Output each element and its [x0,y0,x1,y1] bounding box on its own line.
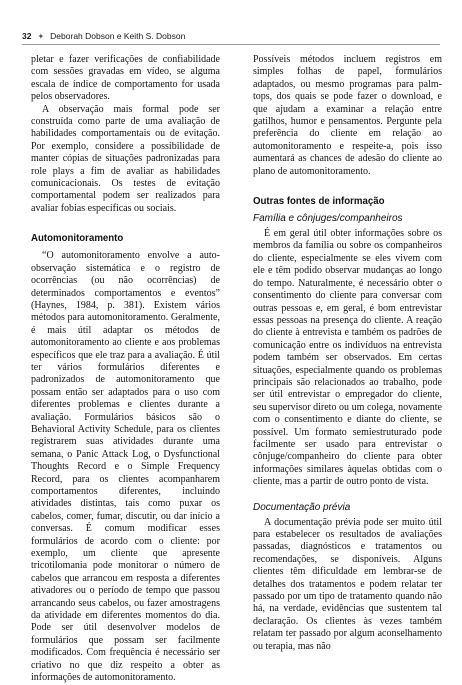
diamond-separator-icon: ✦ [37,31,45,41]
section-heading-automonitoramento: Automonitoramento [31,232,124,245]
subheading-familia: Família e cônjuges/companheiros [253,213,403,225]
left-paragraph-2: A observação mais formal pode ser construída como parte de uma avaliação de habilidades comportamentais ou de evitação. Por exemplo, considere a possibilidade de manter cópias de situações padronizadas para role plays a fim de avaliar as habilidades comunicacionais. Os testes de evitação comportamental podem ser realizados para avaliar fobias específicas ou sociais. [31,103,220,214]
left-paragraph-3: “O automonitoramento envolve a auto-observação sistemática e o registro de ocorrências (ou não ocorrências) de determinados comportamentos e eventos” (Haynes, 1984, p. 381). Existem vários métodos para automonitoramento. Geralmente, é mais útil adaptar os métodos de automonitoramento ao cliente e aos problemas específicos que ele traz para a avaliação. É útil ter vários formulários diferentes e padronizados de automonitoramento que possam então ser adaptados para o uso com diferentes problemas e clientes durante a avaliação. Formulários básicos são o Behavioral Activity Schedule, para os clientes registrarem suas atividades durante uma semana, o Panic Attack Log, o Dysfunctional Thoughts Record e o Simple Frequency Record, para os clientes acompanharem comportamentos diferentes, incluindo atividades distintas, tais como puxar os cabelos, comer, fumar, discutir, ou dar início a conversas. É comum modificar esses formulários de acordo com o cliente: por exemplo, um cliente que apresente tricotilomania pode monitorar o número de cabelos que arrancou em resposta a diferentes ativadores ou o período de tempo que passou arrancando seus cabelos, ou fazer amostragens da atividade em diferentes momentos do dia. Pode ser útil desenvolver modelos de formulários que possam ser facilmente modificados. Com frequência é necessário ser criativo no que diz respeito a obter as informações de automonitoramento. [31,250,220,684]
page-number: 32 [22,31,32,41]
right-column [253,54,442,653]
right-paragraph-3: A documentação prévia pode ser muito útil para estabelecer os resultados de avaliações passadas, diagnósticos e tratamentos ou recomendações, se disponíveis. Alguns clientes têm dificuldade em lembrar-se de detalhes dos tratamentos e podem relatar ter passado por um tipo de tratamento quando não há, na verdade, evidências que sustentem tal declaração. Os clientes às vezes também relatam ter passado por algum aconselhamento ou terapia, mas não [253,516,442,652]
subheading-documentacao: Documentação prévia [253,501,351,513]
right-paragraph-2: É em geral útil obter informações sobre os membros da família ou sobre os companheiros do cliente, especialmente se eles vivem com ele e têm podido observar mudanças ao longo do tempo. Naturalmente, é necessário obter o consentimento do cliente para conversar com outras pessoas e, em geral, é bom entrevistar essas pessoas na presença do cliente. A reação do cliente à entrevista e também os padrões de comunicação entre os indivíduos na entrevista podem também ser observados. Em certas situações, especialmente quando os problemas principais são relacionados ao trabalho, pode ser útil entrevistar o empregador do cliente, seu supervisor direto ou um colega, novamente com o consentimento e diante do cliente, se possível. Um formato semiestruturado pode facilmente ser usado para entrevistar o cônjuge/companheiro do cliente para obter informações similares àquelas obtidas com o cliente, mas a partir de outro ponto de vista. [253,228,442,488]
header-rule [22,44,440,45]
right-paragraph-1: Possíveis métodos incluem registros em simples folhas de papel, formulários adaptados, ou mesmo programas para palm-tops, dos quais se pode fazer o download, e que ajudam a examinar a relação entre gatilhos, humor e pensamentos. Pergunte pela preferência do cliente em relação ao automonitoramento e respeite-a, pois isso aumentará as chances de adesão do cliente ao plano de automonitoramento. [253,54,442,177]
left-paragraph-1: pletar e fazer verificações de confiabilidade com sessões gravadas em vídeo, se alguma escala de índice de comportamento for usada pelos observadores. [31,54,220,103]
section-heading-outras-fontes: Outras fontes de informação [253,195,385,208]
running-header [22,31,185,41]
running-header-authors: Deborah Dobson e Keith S. Dobson [50,31,186,41]
left-column [31,54,220,685]
